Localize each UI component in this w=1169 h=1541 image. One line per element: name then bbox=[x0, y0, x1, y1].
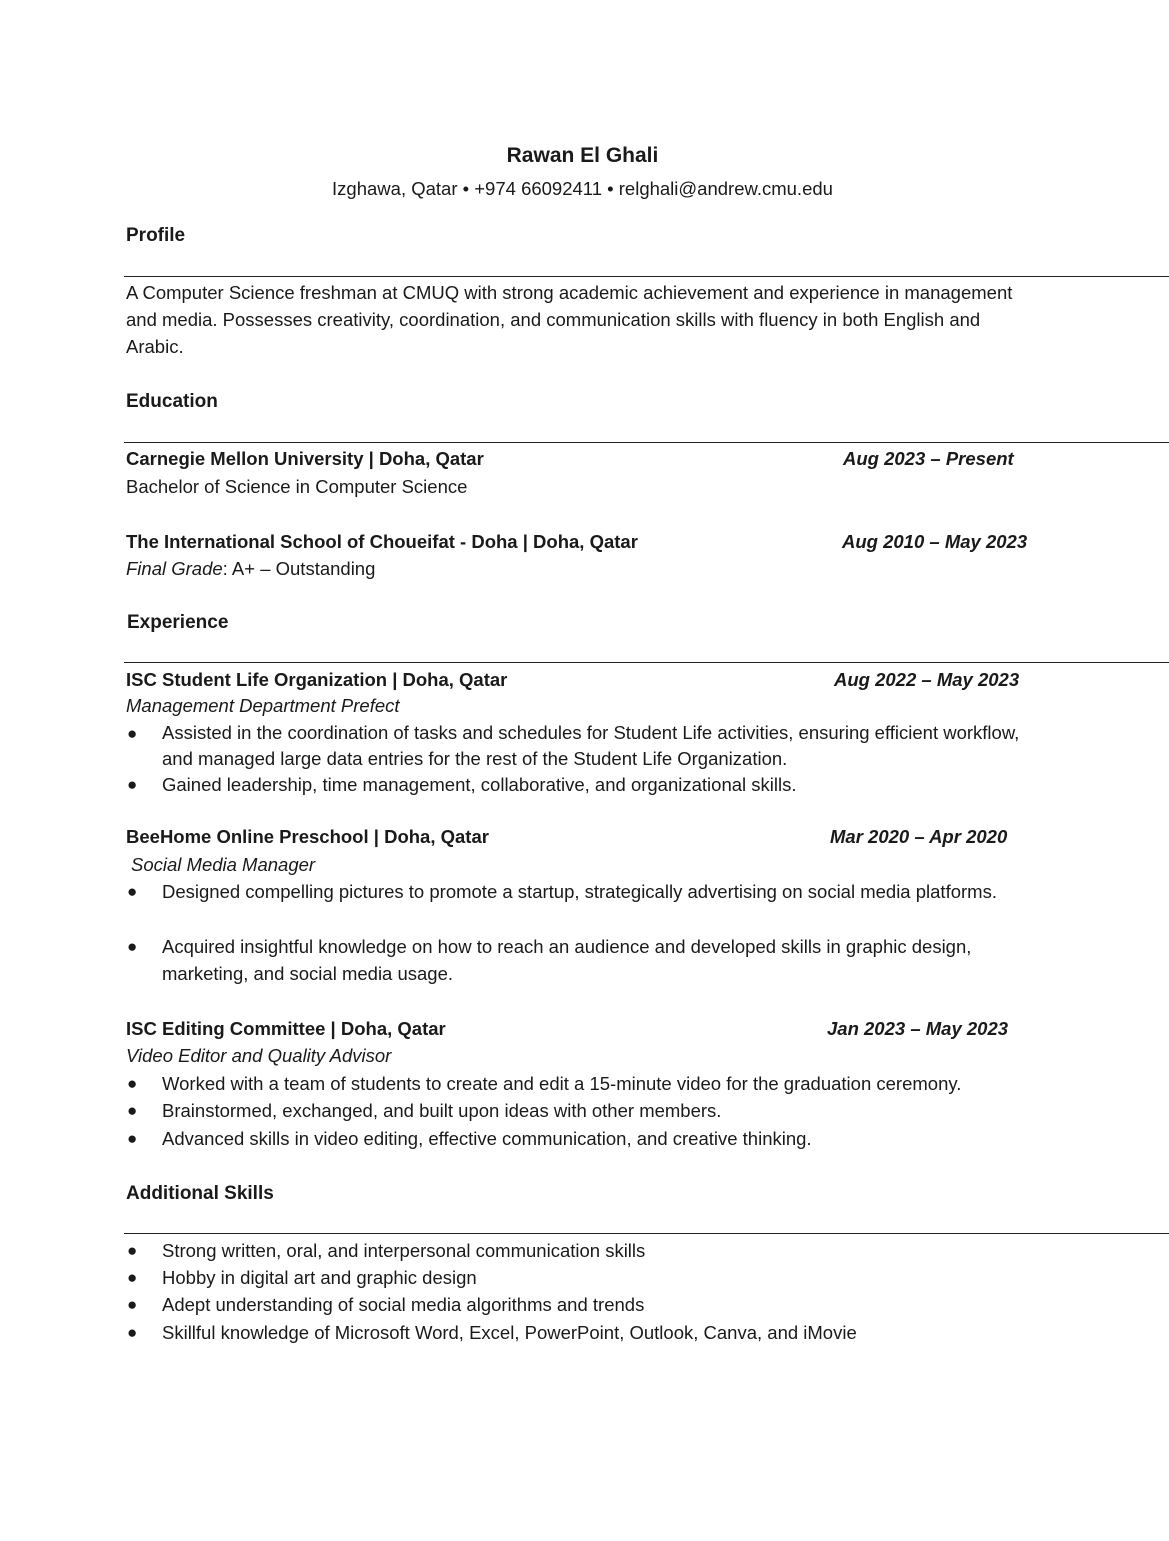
bullet-icon: ● bbox=[127, 1074, 138, 1093]
bullet-icon: ● bbox=[127, 1101, 138, 1120]
experience-date: Mar 2020 – Apr 2020 bbox=[830, 826, 1008, 847]
grade-value: : A+ – Outstanding bbox=[222, 558, 376, 579]
section-heading-profile: Profile bbox=[126, 225, 186, 246]
skill-item: Adept understanding of social media algorithms and trends bbox=[162, 1294, 645, 1315]
education-degree: Bachelor of Science in Computer Science bbox=[126, 476, 468, 497]
bullet-icon: ● bbox=[127, 775, 138, 794]
experience-bullet: Worked with a team of students to create and edit a 15-minute video for the graduation ceremony. bbox=[162, 1073, 962, 1094]
contact-line: Izghawa, Qatar • +974 66092411 • relghali@andrew.cmu.edu bbox=[332, 178, 833, 199]
profile-summary: A Computer Science freshman at CMUQ with strong academic achievement and experience in management and media. Possesses creativity, coordination, and communication skills with fluency in both English and Arabic. bbox=[126, 282, 1013, 357]
experience-date: Jan 2023 – May 2023 bbox=[827, 1018, 1009, 1039]
education-grade bbox=[126, 556, 375, 582]
experience-bullet: Brainstormed, exchanged, and built upon ideas with other members. bbox=[162, 1100, 722, 1121]
bullet-icon: ● bbox=[127, 1129, 138, 1148]
education-date: Aug 2023 – Present bbox=[843, 448, 1014, 469]
experience-org: ISC Student Life Organization | Doha, Qatar bbox=[126, 669, 508, 690]
education-date: Aug 2010 – May 2023 bbox=[842, 531, 1028, 552]
experience-bullet: Designed compelling pictures to promote a startup, strategically advertising on social media platforms. bbox=[162, 881, 997, 902]
section-divider bbox=[124, 276, 1169, 277]
skill-item: Strong written, oral, and interpersonal communication skills bbox=[162, 1240, 646, 1261]
skill-item: Hobby in digital art and graphic design bbox=[162, 1267, 477, 1288]
bullet-icon: ● bbox=[127, 1268, 138, 1287]
experience-bullet: Assisted in the coordination of tasks and schedules for Student Life activities, ensuring efficient workflow, and managed large data entries for the rest of the Student Life Organization. bbox=[162, 722, 1020, 769]
education-org: Carnegie Mellon University | Doha, Qatar bbox=[126, 448, 484, 469]
bullet-icon: ● bbox=[127, 724, 138, 743]
section-heading-skills: Additional Skills bbox=[126, 1183, 274, 1204]
experience-role: Video Editor and Quality Advisor bbox=[126, 1045, 392, 1066]
section-divider bbox=[124, 1233, 1169, 1234]
bullet-icon: ● bbox=[127, 882, 138, 901]
section-heading-education: Education bbox=[126, 391, 218, 412]
bullet-icon: ● bbox=[127, 937, 138, 956]
bullet-icon: ● bbox=[127, 1241, 138, 1260]
experience-bullet: Advanced skills in video editing, effective communication, and creative thinking. bbox=[162, 1128, 812, 1149]
experience-org: BeeHome Online Preschool | Doha, Qatar bbox=[126, 826, 489, 847]
experience-role: Social Media Manager bbox=[131, 854, 316, 875]
experience-date: Aug 2022 – May 2023 bbox=[834, 669, 1020, 690]
section-divider bbox=[124, 442, 1169, 443]
experience-org: ISC Editing Committee | Doha, Qatar bbox=[126, 1018, 446, 1039]
bullet-icon: ● bbox=[127, 1295, 138, 1314]
education-org: The International School of Choueifat - Doha | Doha, Qatar bbox=[126, 531, 638, 552]
skill-item: Skillful knowledge of Microsoft Word, Excel, PowerPoint, Outlook, Canva, and iMovie bbox=[162, 1322, 857, 1343]
grade-label: Final Grade bbox=[126, 558, 223, 579]
experience-bullet: Acquired insightful knowledge on how to reach an audience and developed skills in graphic design, marketing, and social media usage. bbox=[162, 936, 972, 984]
section-heading-experience: Experience bbox=[127, 612, 229, 633]
resume-name: Rawan El Ghali bbox=[506, 144, 659, 167]
experience-role: Management Department Prefect bbox=[126, 695, 400, 716]
section-divider bbox=[124, 662, 1169, 663]
bullet-icon: ● bbox=[127, 1323, 138, 1342]
experience-bullet: Gained leadership, time management, collaborative, and organizational skills. bbox=[162, 774, 797, 795]
